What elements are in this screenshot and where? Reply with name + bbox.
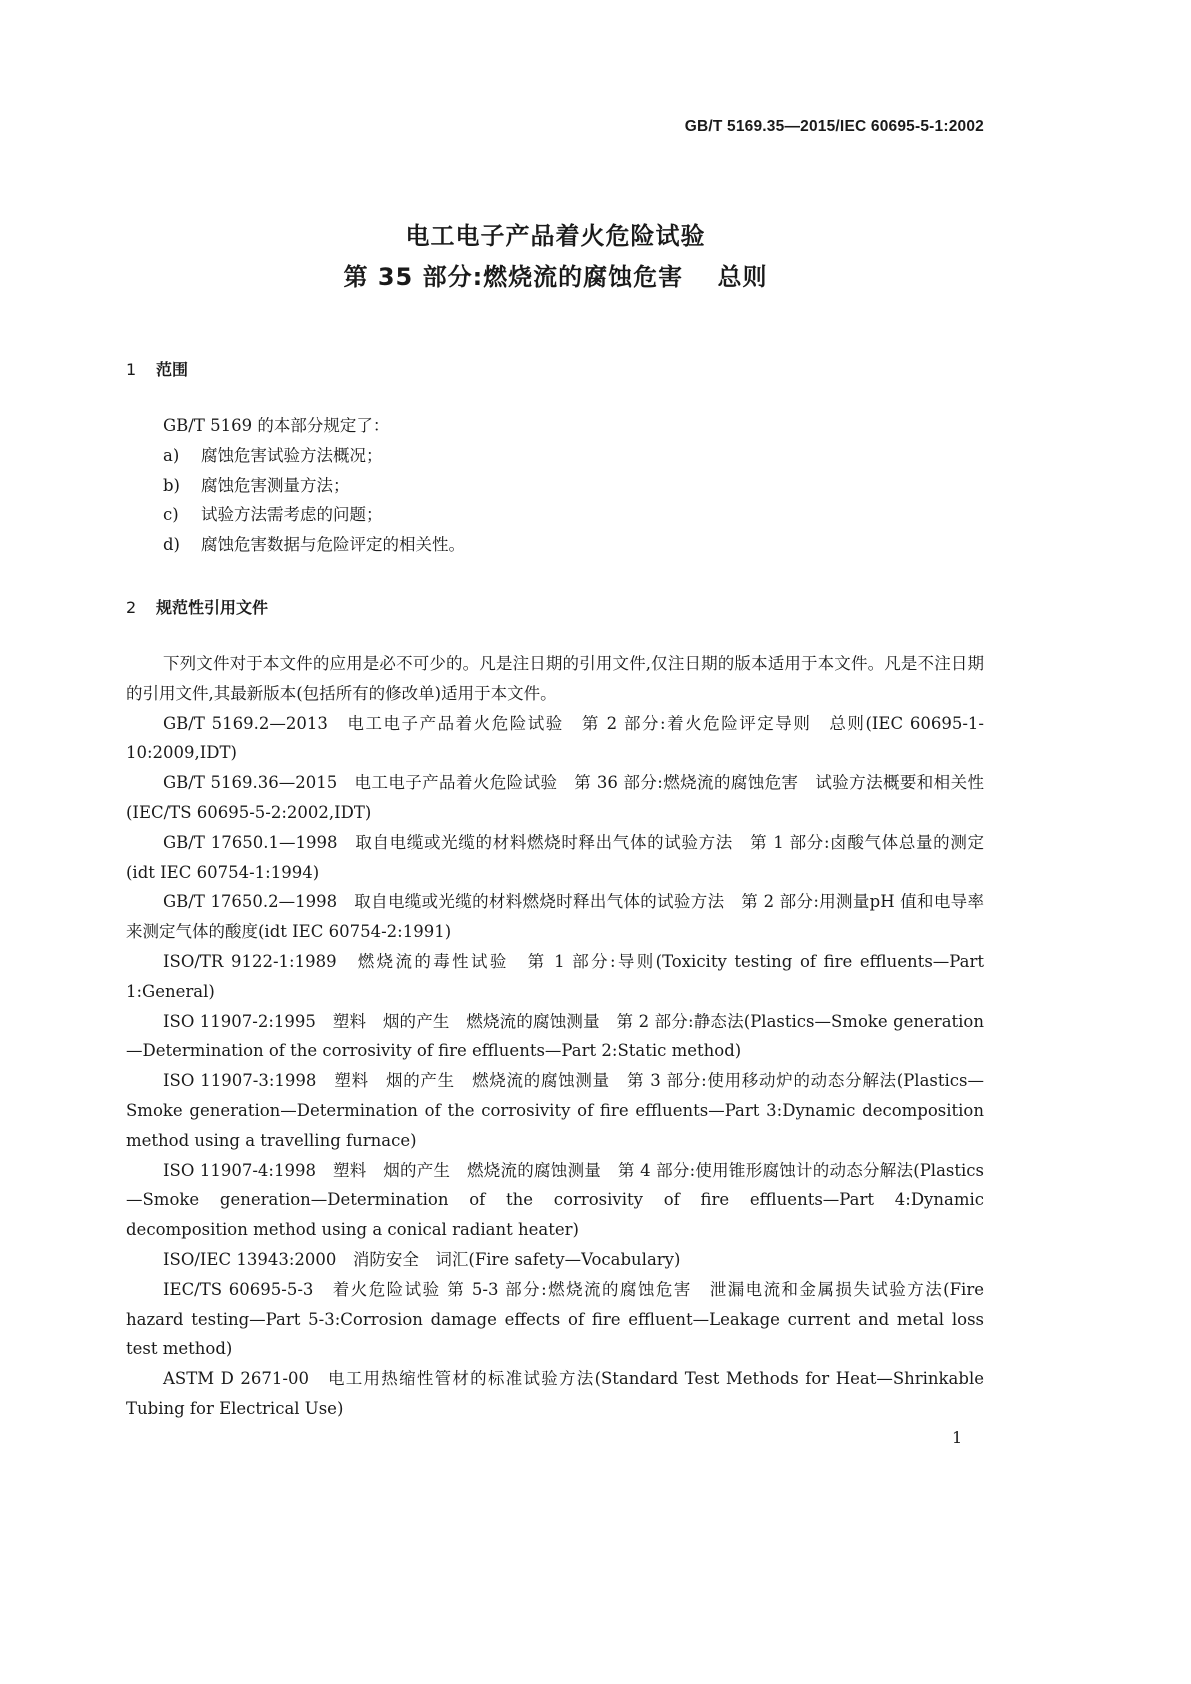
section-number: 2 [126, 598, 137, 617]
references-intro: 下列文件对于本文件的应用是必不可少的。凡是注日期的引用文件,仅注日期的版本适用于本文件。凡是不注日期的引用文件,其最新版本(包括所有的修改单)适用于本文件。 [126, 654, 984, 703]
item-text: 试验方法需考虑的问题； [201, 505, 383, 525]
list-item [126, 530, 984, 560]
standard-code-header: GB/T 5169.35—2015/IEC 60695-5-1:2002 [684, 118, 984, 135]
section-1-heading [126, 357, 188, 380]
section-title: 规范性引用文件 [156, 598, 269, 617]
item-text: 腐蚀危害试验方法概况； [201, 445, 383, 465]
item-label: b) [163, 475, 180, 495]
reference-item: ISO 11907-2:1995 塑料 烟的产生 燃烧流的腐蚀测量 第 2 部分:静态法(Plastics—Smoke generation—Determination of the corrosivity of fire effluents—Part 2:Static method) [126, 1011, 984, 1061]
page-number: 1 [952, 1428, 963, 1447]
list-item [126, 471, 984, 501]
normative-references [126, 649, 984, 1424]
reference-item: ISO/TR 9122-1:1989 燃烧流的毒性试验 第 1 部分:导则(Toxicity testing of fire effluents—Part 1:General) [126, 951, 984, 1001]
reference-item: ISO/IEC 13943:2000 消防安全 词汇(Fire safety—Vocabulary) [163, 1249, 681, 1269]
scope-intro: GB/T 5169 的本部分规定了： [163, 416, 390, 435]
item-text: 腐蚀危害测量方法； [201, 475, 350, 495]
reference-item: ASTM D 2671-00 电工用热缩性管材的标准试验方法(Standard Test Methods for Heat—Shrinkable Tubing for Electrical Use) [126, 1369, 984, 1418]
document-title-line2: 第 35 部分:燃烧流的腐蚀危害 总则 [343, 263, 768, 291]
section-title: 范围 [156, 360, 189, 379]
list-item [126, 441, 984, 471]
list-item [126, 500, 984, 530]
scope-list [126, 411, 984, 560]
item-label: c) [163, 505, 179, 525]
item-label: a) [163, 445, 180, 465]
reference-item: ISO 11907-4:1998 塑料 烟的产生 燃烧流的腐蚀测量 第 4 部分:使用锥形腐蚀计的动态分解法(Plastics—Smoke generation—Determination of the corrosivity of fire effluents—Part 4:Dynamic decomposition method using a conical radiant heater) [126, 1160, 984, 1240]
reference-item: ISO 11907-3:1998 塑料 烟的产生 燃烧流的腐蚀测量 第 3 部分:使用移动炉的动态分解法(Plastics—Smoke generation—Determination of the corrosivity of fire effluents—Part 3:Dynamic decomposition method using a travelling furnace) [126, 1071, 984, 1150]
reference-item: IEC/TS 60695-5-3 着火危险试验 第 5-3 部分:燃烧流的腐蚀危害 泄漏电流和金属损失试验方法(Fire hazard testing—Part 5-3:Corrosion damage effects of fire effluent—Leakage current and metal loss test method) [126, 1279, 984, 1359]
section-2-heading [126, 595, 268, 618]
reference-item: GB/T 17650.1—1998 取自电缆或光缆的材料燃烧时释出气体的试验方法 第 1 部分:卤酸气体总量的测定(idt IEC 60754-1:1994) [126, 832, 984, 882]
item-text: 腐蚀危害数据与危险评定的相关性。 [201, 535, 465, 555]
reference-item: GB/T 17650.2—1998 取自电缆或光缆的材料燃烧时释出气体的试验方法 第 2 部分:用测量pH 值和电导率来测定气体的酸度(idt IEC 60754-2:1991) [126, 892, 984, 942]
reference-item: GB/T 5169.36—2015 电工电子产品着火危险试验 第 36 部分:燃烧流的腐蚀危害 试验方法概要和相关性(IEC/TS 60695-5-2:2002,IDT) [126, 773, 984, 822]
item-label: d) [163, 535, 180, 555]
document-title-line1: 电工电子产品着火危险试验 [405, 222, 706, 250]
section-number: 1 [126, 360, 137, 379]
reference-item: GB/T 5169.2—2013 电工电子产品着火危险试验 第 2 部分:着火危险评定导则 总则(IEC 60695-1-10:2009,IDT) [126, 713, 984, 763]
